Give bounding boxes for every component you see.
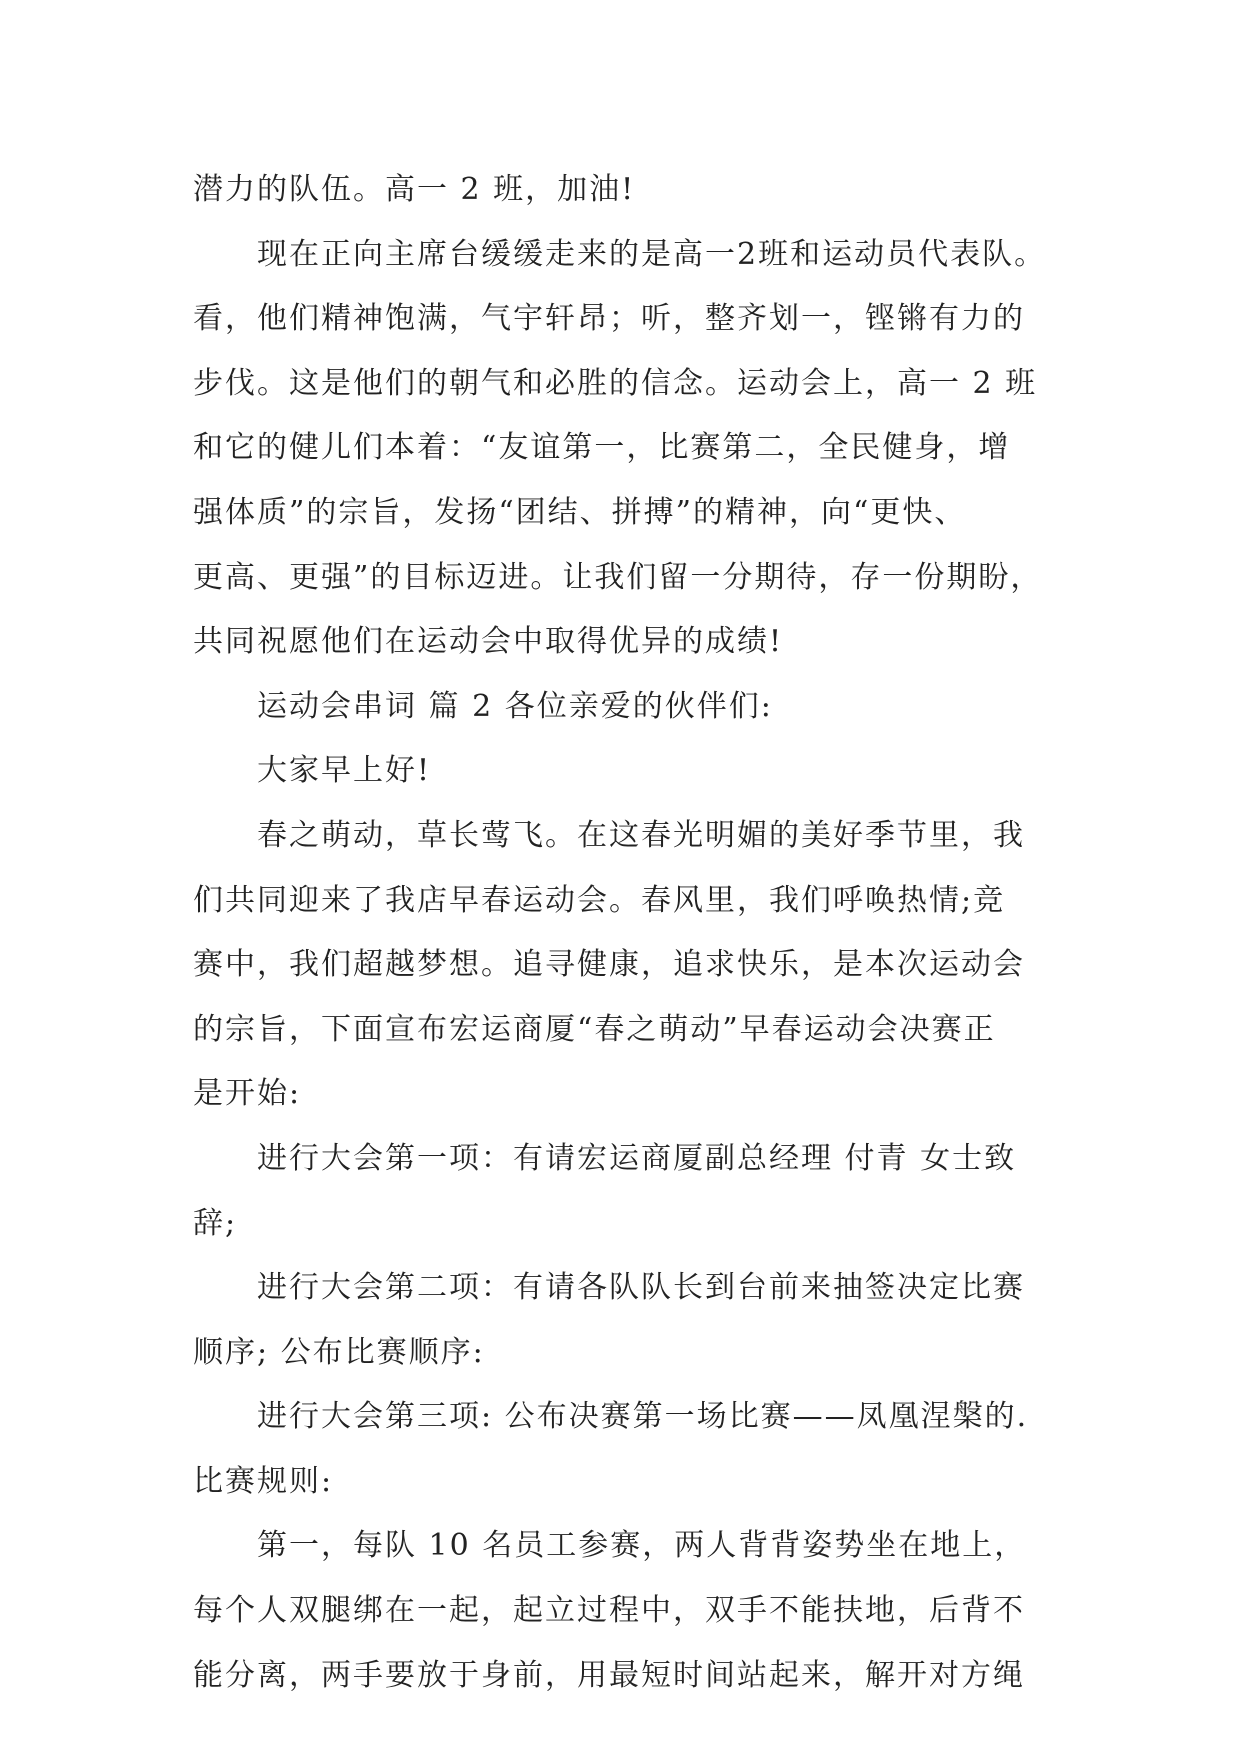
text-line: 进行大会第三项: 公布决赛第一场比赛——凤凰涅槃的.	[257, 1399, 1029, 1435]
text-line: 的宗旨，下面宣布宏运商厦“春之萌动”早春运动会决赛正	[193, 1011, 996, 1047]
text-line: 辞;	[193, 1205, 238, 1241]
text-line: 赛中，我们超越梦想。追寻健康，追求快乐，是本次运动会	[193, 947, 1025, 983]
text-line: 潜力的队伍。高一 2 班，加油!	[193, 172, 636, 207]
text-line: 更高、更强”的目标迈进。让我们留一分期待，存一份期盼，	[193, 559, 1043, 595]
text-line: 强体质”的宗旨，发扬“团结、拼搏”的精神，向“更快、	[193, 494, 967, 530]
text-line: 每个人双腿绑在一起，起立过程中，双手不能扶地，后背不	[193, 1593, 1025, 1629]
text-line: 们共同迎来了我店早春运动会。春风里，我们呼唤热情;竞	[193, 882, 1006, 918]
text-line: 进行大会第二项：有请各队队长到台前来抽签决定比赛	[257, 1270, 1025, 1306]
text-line: 进行大会第一项：有请宏运商厦副总经理 付青 女士致	[257, 1140, 1017, 1176]
section-heading: 运动会串词 篇 2 各位亲爱的伙伴们:	[257, 688, 773, 724]
text-line: 春之萌动，草长莺飞。在这春光明媚的美好季节里，我	[257, 817, 1025, 853]
text-line: 共同祝愿他们在运动会中取得优异的成绩!	[193, 624, 784, 660]
greeting-line: 大家早上好!	[257, 753, 432, 789]
text-line: 看，他们精神饱满，气宇轩昂；听，整齐划一，铿锵有力的	[193, 301, 1025, 337]
text-line: 是开始:	[193, 1076, 302, 1112]
text-line: 第一，每队 10 名员工参赛，两人背背姿势坐在地上，	[257, 1528, 1027, 1564]
text-line: 比赛规则:	[193, 1463, 334, 1499]
text-line: 现在正向主席台缓缓走来的是高一2班和运动员代表队。	[257, 236, 1047, 272]
text-line: 和它的健儿们本着：“友谊第一，比赛第二，全民健身，增	[193, 430, 1011, 466]
document-body	[193, 158, 1063, 1708]
text-line: 能分离，两手要放于身前，用最短时间站起来，解开对方绳	[193, 1657, 1025, 1693]
text-line: 步伐。这是他们的朝气和必胜的信念。运动会上，高一 2 班	[193, 365, 1038, 401]
text-line: 顺序; 公布比赛顺序:	[193, 1334, 485, 1370]
